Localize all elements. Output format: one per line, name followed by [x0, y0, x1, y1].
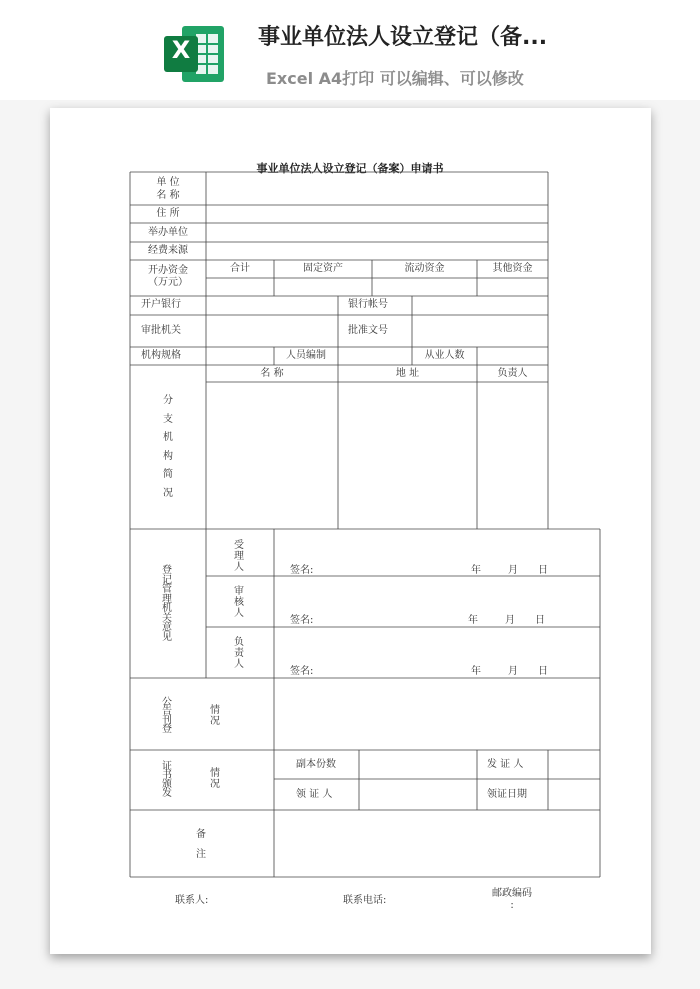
branch-col-name: 名 称 — [260, 368, 284, 379]
month-label: 月 — [505, 615, 515, 626]
label-sponsor: 举办单位 — [148, 227, 188, 238]
logo-letter: X — [171, 36, 191, 64]
postcode: 邮政编码 : — [492, 888, 532, 911]
label-publish: 公告刊登 — [162, 697, 172, 735]
label-address: 住 所 — [156, 208, 180, 219]
label-issuer: 发 证 人 — [487, 759, 524, 770]
day-label: 日 — [538, 666, 548, 677]
label-certificate-status: 情况 — [210, 768, 220, 790]
month-label: 月 — [508, 565, 518, 576]
label-remarks-b: 注 — [196, 849, 206, 860]
label-account: 银行帐号 — [348, 299, 388, 310]
label-capital: 开办资金 （万元） — [148, 265, 188, 288]
label-reg-opinion: 登记管理机关意见 — [162, 565, 172, 643]
label-certificate: 证书颁发 — [162, 761, 172, 799]
label-funding-source: 经费来源 — [148, 245, 188, 256]
branch-col-address: 地 址 — [395, 368, 420, 379]
label-staff: 人员编制 — [286, 350, 326, 361]
sign-label: 签名: — [290, 666, 314, 677]
label-bank: 开户银行 — [141, 299, 181, 310]
label-collect-date: 领证日期 — [487, 789, 527, 800]
year-label: 年 — [471, 666, 481, 677]
label-unit-name: 单 位 名 称 — [156, 177, 180, 201]
label-approval-doc: 批准文号 — [348, 325, 388, 336]
sign-label: 签名: — [290, 565, 314, 576]
label-reviewer: 审核人 — [234, 586, 244, 619]
label-leader: 负责人 — [234, 637, 244, 670]
label-collector: 领 证 人 — [296, 789, 333, 800]
contact-phone: 联系电话: — [343, 895, 387, 906]
day-label: 日 — [535, 615, 545, 626]
year-label: 年 — [468, 615, 478, 626]
label-scale: 机构规格 — [141, 350, 181, 361]
capital-col-total: 合计 — [230, 263, 250, 274]
capital-col-fixed: 固定资产 — [303, 263, 343, 274]
capital-col-current: 流动资金 — [404, 263, 445, 274]
label-approval-org: 审批机关 — [141, 325, 181, 336]
capital-col-other: 其他资金 — [492, 263, 533, 274]
label-copies: 副本份数 — [296, 759, 336, 770]
contact-person: 联系人: — [175, 895, 209, 906]
sign-label: 签名: — [290, 615, 314, 626]
branch-col-leader: 负责人 — [497, 368, 528, 379]
year-label: 年 — [471, 565, 481, 576]
label-remarks-a: 备 — [196, 829, 206, 840]
label-employees: 从业人数 — [424, 350, 465, 361]
label-branch: 分支机构简况 — [163, 395, 173, 499]
label-publish-status: 情况 — [210, 705, 220, 727]
page-title: 事业单位法人设立登记（备... — [258, 25, 548, 50]
form-title: 事业单位法人设立登记（备案）申请书 — [256, 162, 444, 175]
day-label: 日 — [538, 565, 548, 576]
page-subtitle: Excel A4打印 可以编辑、可以修改 — [266, 69, 524, 88]
label-receiver: 受理人 — [234, 540, 244, 573]
month-label: 月 — [508, 666, 518, 677]
